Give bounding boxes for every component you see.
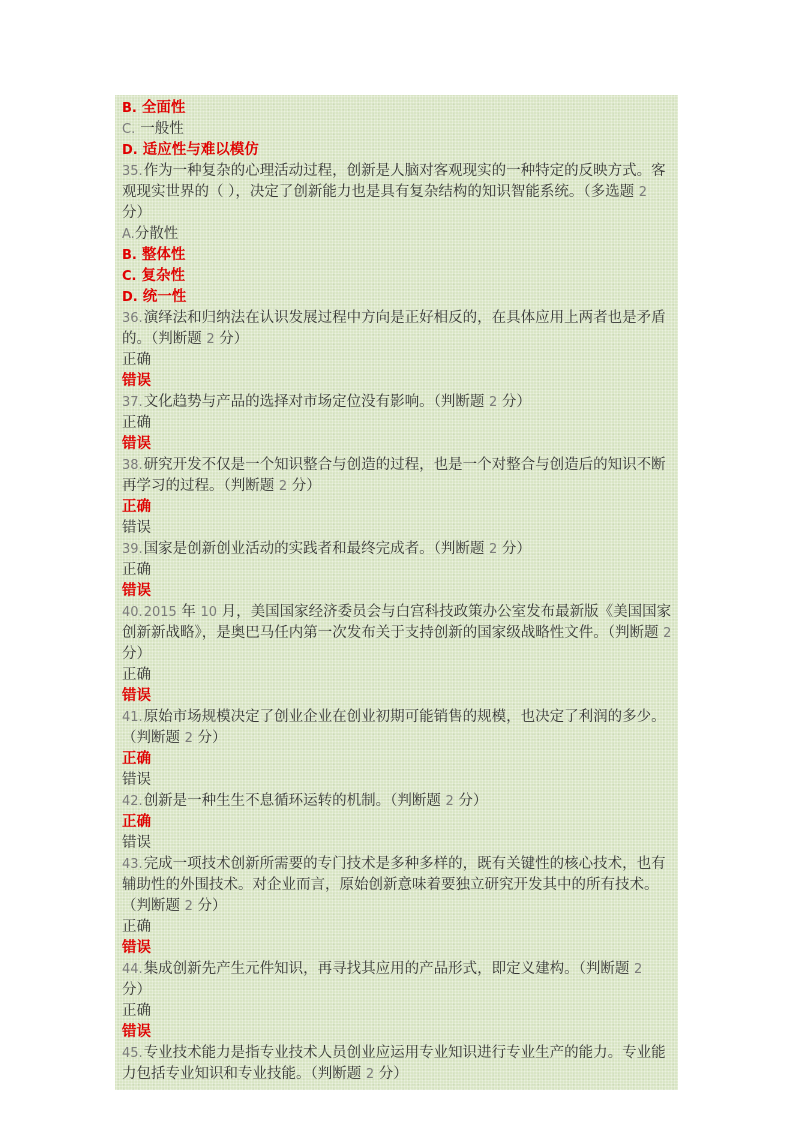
question-number: 36.: [122, 311, 143, 326]
answer-choice-40: 正确: [122, 667, 151, 683]
digit-text: 2: [663, 626, 672, 641]
question-42: 42.创新是一种生生不息循环运转的机制。（判断题 2 分）: [122, 793, 488, 809]
digit-text: 10: [200, 605, 218, 620]
answer-choice-36: 错误: [122, 373, 151, 389]
answer-choice-43: 错误: [122, 940, 151, 956]
answer-choice-44: 错误: [122, 1024, 151, 1040]
option-34c: C. 一般性: [122, 121, 184, 137]
question-number: 44.: [122, 962, 143, 977]
question-number: 41.: [122, 710, 143, 725]
question-number: 35.: [122, 164, 143, 179]
question-44: 44.集成创新先产生元件知识，再寻找其应用的产品形式，即定义建构。（判断题 2 分）: [122, 961, 643, 998]
answer-choice-38: 错误: [122, 520, 151, 536]
question-number: 40.: [122, 605, 143, 620]
option-35b: B. 整体性: [122, 247, 186, 263]
digit-text: 2: [489, 542, 498, 557]
question-number: 42.: [122, 794, 143, 809]
option-35a: A.分散性: [122, 226, 179, 242]
answer-choice-37: 错误: [122, 436, 151, 452]
option-34b: B. 全面性: [122, 100, 186, 116]
option-34d: D. 适应性与难以模仿: [122, 142, 259, 158]
answer-choice-44: 正确: [122, 1003, 151, 1019]
option-label: A.: [122, 227, 135, 242]
answer-choice-37: 正确: [122, 415, 151, 431]
answer-choice-42: 错误: [122, 835, 151, 851]
answer-choice-36: 正确: [122, 352, 151, 368]
question-number: 43.: [122, 857, 143, 872]
quiz-body: [115, 95, 678, 1090]
option-label: D.: [122, 290, 138, 305]
question-38: 38.研究开发不仅是一个知识整合与创造的过程，也是一个对整合与创造后的知识不断再学习的过程。（判断题 2 分）: [122, 457, 666, 494]
question-number: 45.: [122, 1046, 143, 1061]
digit-text: 2015: [143, 605, 177, 620]
digit-text: 2: [638, 185, 647, 200]
question-number: 37.: [122, 395, 143, 410]
option-label: C.: [122, 269, 137, 284]
digit-text: 2: [278, 479, 288, 494]
question-39: 39.国家是创新创业活动的实践者和最终完成者。（判断题 2 分）: [122, 541, 531, 557]
digit-text: 2: [634, 962, 643, 977]
answer-choice-39: 正确: [122, 562, 151, 578]
question-36: 36.演绎法和归纳法在认识发展过程中方向是正好相反的，在具体应用上两者也是矛盾的。（判断题 2 分）: [122, 310, 666, 347]
answer-choice-42: 正确: [122, 814, 151, 830]
answer-choice-41: 错误: [122, 772, 151, 788]
option-label: C.: [122, 122, 136, 137]
option-label: B.: [122, 248, 137, 263]
digit-text: 2: [365, 1067, 375, 1082]
digit-text: 2: [445, 794, 454, 809]
question-40: 40.2015 年 10 月，美国国家经济委员会与白宫科技政策办公室发布最新版《美国国家创新新战略》，是奥巴马任内第一次发布关于支持创新的国家级战略性文件。（判断题 2 分）: [122, 604, 672, 662]
option-label: D.: [122, 143, 138, 158]
option-label: B.: [122, 101, 137, 116]
question-number: 38.: [122, 458, 143, 473]
question-35: 35.作为一种复杂的心理活动过程，创新是人脑对客观现实的一种特定的反映方式。客观现实世界的（ ），决定了创新能力也是具有复杂结构的知识智能系统。（多选题 2 分）: [122, 163, 666, 221]
option-35d: D. 统一性: [122, 289, 187, 305]
digit-text: 2: [184, 731, 193, 746]
option-35c: C. 复杂性: [122, 268, 185, 284]
question-43: 43.完成一项技术创新所需要的专门技术是多种多样的，既有关键性的核心技术，也有辅助性的外围技术。对企业而言，原始创新意味着要独立研究开发其中的所有技术。（判断题 2 分）: [122, 856, 666, 914]
digit-text: 2: [184, 899, 193, 914]
question-41: 41.原始市场规模决定了创业企业在创业初期可能销售的规模，也决定了利润的多少。（判断题 2 分）: [122, 709, 666, 746]
digit-text: 2: [489, 395, 498, 410]
answer-choice-39: 错误: [122, 583, 151, 599]
answer-choice-38: 正确: [122, 499, 151, 515]
digit-text: 2: [206, 332, 215, 347]
answer-choice-43: 正确: [122, 919, 151, 935]
answer-choice-41: 正确: [122, 751, 151, 767]
question-number: 39.: [122, 542, 143, 557]
question-37: 37.文化趋势与产品的选择对市场定位没有影响。（判断题 2 分）: [122, 394, 531, 410]
question-45: 45.专业技术能力是指专业技术人员创业应运用专业知识进行专业生产的能力。专业能力包括专业知识和专业技能。（判断题 2 分）: [122, 1045, 666, 1082]
answer-choice-40: 错误: [122, 688, 151, 704]
